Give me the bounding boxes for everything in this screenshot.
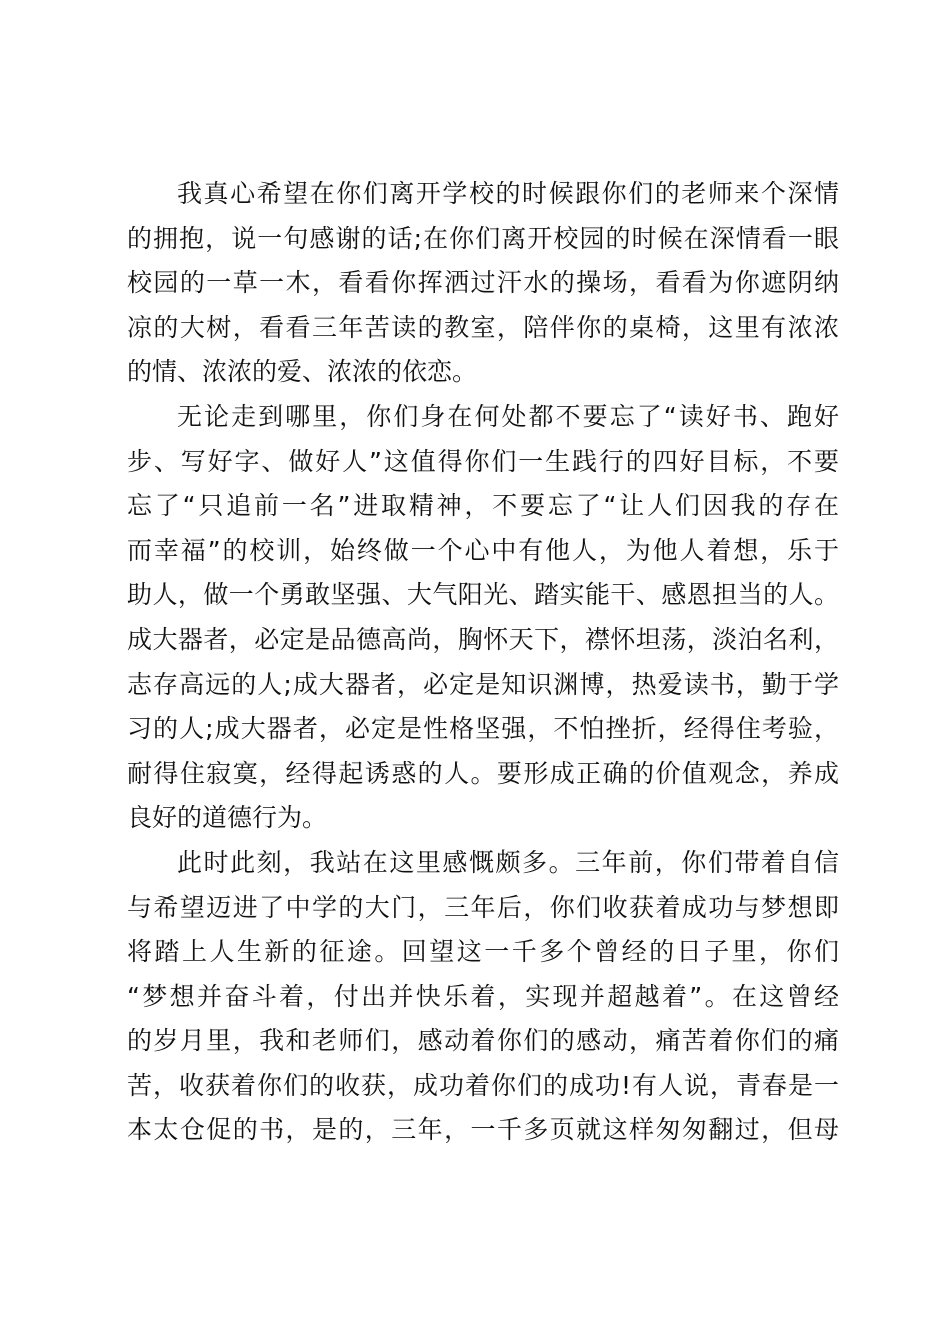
paragraph-3-line-3: 将踏上人生新的征途。回望这一千多个曾经的日子里，你们	[127, 937, 839, 967]
paragraph-2-line-5: 助人，做一个勇敢坚强、大气阳光、踏实能干、感恩担当的人。	[127, 580, 839, 610]
paragraph-3-line-6: 苦，收获着你们的收获，成功着你们的成功!有人说，青春是一	[127, 1070, 839, 1100]
paragraph-3-line-5: 的岁月里，我和老师们，感动着你们的感动，痛苦着你们的痛	[127, 1026, 839, 1056]
paragraph-1-line-3: 校园的一草一木，看看你挥洒过汗水的操场，看看为你遮阴纳	[127, 268, 839, 298]
paragraph-3-line-4: “梦想并奋斗着，付出并快乐着，实现并超越着”。在这曾经	[127, 981, 839, 1011]
paragraph-2-line-8: 习的人;成大器者，必定是性格坚强，不怕挫折，经得住考验，	[127, 714, 839, 744]
paragraph-2-line-1: 无论走到哪里，你们身在何处都不要忘了“读好书、跑好	[177, 401, 839, 431]
paragraph-2-line-2: 步、写好字、做好人”这值得你们一生践行的四好目标，不要	[127, 446, 839, 476]
paragraph-2-line-4: 而幸福”的校训，始终做一个心中有他人，为他人着想，乐于	[127, 535, 839, 565]
paragraph-3-line-2: 与希望迈进了中学的大门，三年后，你们收获着成功与梦想即	[127, 892, 839, 922]
paragraph-1-line-1: 我真心希望在你们离开学校的时候跟你们的老师来个深情	[177, 179, 839, 208]
paragraph-2-line-3: 忘了“只追前一名”进取精神，不要忘了“让人们因我的存在	[127, 491, 839, 521]
paragraph-2-line-7: 志存高远的人;成大器者，必定是知识渊博，热爱读书，勤于学	[127, 669, 839, 699]
paragraph-1-line-4: 凉的大树，看看三年苦读的教室，陪伴你的桌椅，这里有浓浓	[127, 312, 839, 342]
paragraph-2-line-9: 耐得住寂寞，经得起诱惑的人。要形成正确的价值观念，养成	[127, 758, 839, 788]
paragraph-1-line-5: 的情、浓浓的爱、浓浓的依恋。	[127, 357, 478, 387]
paragraph-2-line-10: 良好的道德行为。	[127, 803, 328, 833]
paragraph-1-line-2: 的拥抱，说一句感谢的话;在你们离开校园的时候在深情看一眼	[127, 223, 839, 253]
paragraph-3-line-1: 此时此刻，我站在这里感慨颇多。三年前，你们带着自信	[177, 847, 839, 877]
paragraph-3-line-7: 本太仓促的书，是的，三年，一千多页就这样匆匆翻过，但母	[127, 1115, 839, 1145]
paragraph-2-line-6: 成大器者，必定是品德高尚，胸怀天下，襟怀坦荡，淡泊名利，	[127, 624, 839, 654]
document-body	[127, 172, 839, 1153]
